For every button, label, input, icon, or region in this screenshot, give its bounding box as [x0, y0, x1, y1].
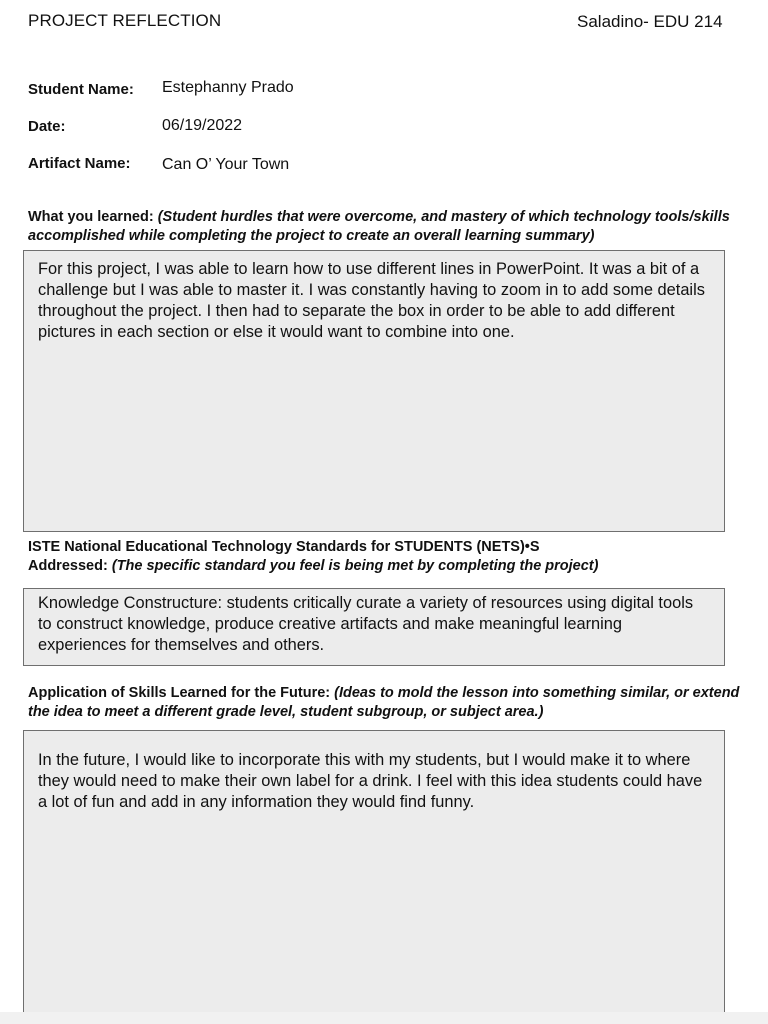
future-section-title — [28, 684, 748, 722]
learned-text-box[interactable] — [23, 250, 725, 532]
date-value: 06/19/2022 — [162, 117, 243, 134]
date-label: Date: — [28, 118, 66, 135]
student-name-value: Estephanny Prado — [162, 79, 294, 96]
future-text-box[interactable] — [23, 730, 725, 1014]
learned-title: What you learned: — [28, 209, 154, 225]
future-title: Application of Skills Learned for the Future: — [28, 685, 331, 701]
student-name-label: Student Name: — [28, 81, 134, 98]
learned-section-title — [28, 208, 743, 246]
standards-hint: (The specific standard you feel is being met by completing the project) — [111, 558, 599, 574]
learned-hint: (Student hurdles that were overcome, and mastery of which technology tools/skills accomplished while completing the project to create an overall learning summary) — [28, 209, 730, 244]
artifact-name-label: Artifact Name: — [28, 155, 131, 172]
page-bottom-edge — [0, 1012, 768, 1024]
future-hint: (Ideas to mold the lesson into something similar, or extend the idea to meet a different grade level, student subgroup, or subject area.) — [28, 685, 740, 720]
standards-text-box[interactable] — [23, 588, 725, 666]
standards-title-line2: Addressed: — [28, 558, 108, 574]
future-body: In the future, I would like to incorporate this with my students, but I would make it to where they would need to make their own label for a drink. I feel with this idea students could have a lot of fun and add in any information they would find funny. — [38, 751, 703, 811]
standards-section-title — [28, 538, 743, 576]
course-label: Saladino- EDU 214 — [577, 12, 723, 31]
page-title: PROJECT REFLECTION — [28, 11, 222, 30]
learned-body: For this project, I was able to learn how to use different lines in PowerPoint. It was a bit of a challenge but I was able to master it. I was constantly having to zoom in to add some details throughout the project. I then had to separate the box in order to be able to add different pictures in each section or else it would want to combine into one. — [38, 260, 705, 341]
artifact-name-value: Can O’ Your Town — [162, 156, 290, 173]
standards-body: Knowledge Constructure: students critically curate a variety of resources using digital tools to construct knowledge, produce creative artifacts and make meaningful learning experiences for themselves and others. — [38, 594, 694, 654]
standards-title-line1: ISTE National Educational Technology Standards for STUDENTS (NETS)•S — [28, 539, 540, 555]
